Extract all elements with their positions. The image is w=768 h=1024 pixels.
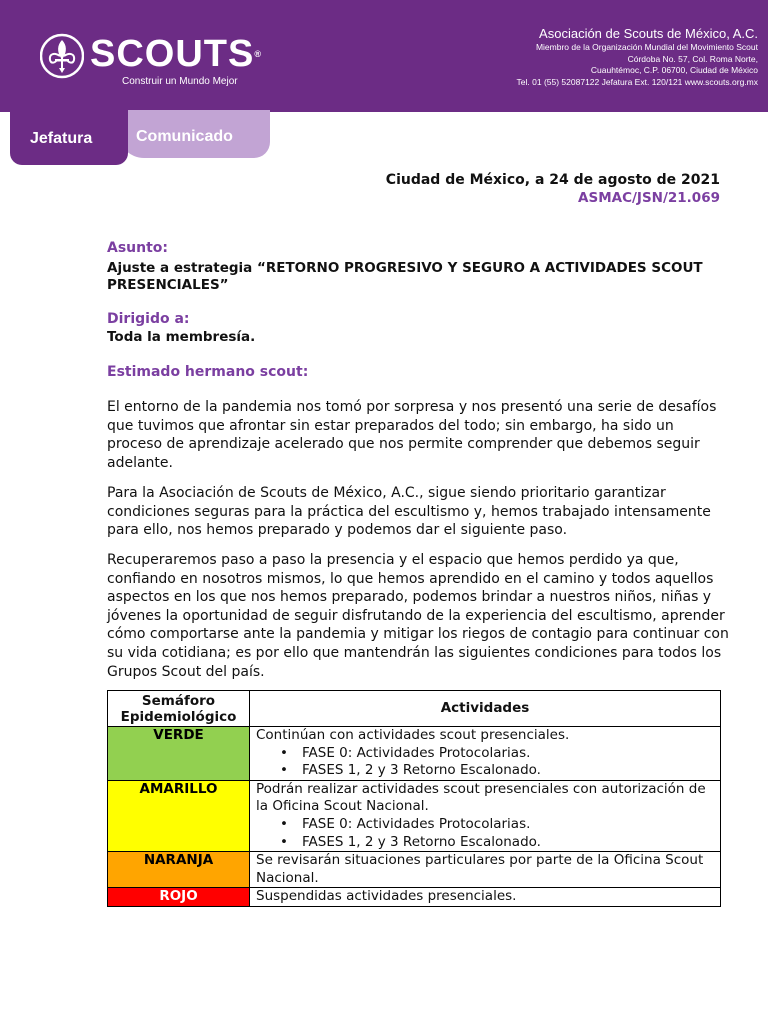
traffic-light-table [107, 690, 721, 907]
semaforo-level-cell: NARANJA [108, 852, 250, 888]
activity-cell [250, 727, 721, 781]
column-header-semaforo: Semáforo Epidemiológico [108, 691, 250, 727]
semaforo-level-cell: ROJO [108, 888, 250, 907]
table-row [108, 780, 721, 851]
letter-date: Ciudad de México, a 24 de agosto de 2021 [385, 172, 720, 188]
activity-cell [250, 852, 721, 888]
tab-comunicado: Comunicado [118, 110, 270, 158]
subject-value: Ajuste a estrategia “RETORNO PROGRESIVO Y SEGURO A ACTIVIDADES SCOUT PRESENCIALES” [107, 260, 703, 293]
phase-list-item: • FASE 0: Actividades Protocolarias. [280, 745, 720, 763]
org-line: Tel. 01 (55) 52087122 Jefatura Ext. 120/121 www.scouts.org.mx [516, 76, 758, 87]
activity-description: Suspendidas actividades presenciales. [256, 888, 517, 905]
table-row [108, 888, 721, 907]
org-name: Asociación de Scouts de México, A.C. [539, 26, 758, 41]
scouts-logo [36, 28, 262, 92]
phase-list-item: • FASES 1, 2 y 3 Retorno Escalonado. [280, 834, 720, 852]
semaforo-level-cell: VERDE [108, 727, 250, 781]
paragraph: El entorno de la pandemia nos tomó por sorpresa y nos presentó una serie de desafíos que tuvimos que afrontar sin estar preparados del todo; sin embargo, ha sido un proceso de aprendizaje acelerado que nos permite comprender que debemos seguir adelante. [107, 399, 717, 471]
addressed-label: Dirigido a: [107, 311, 190, 327]
activity-description: Podrán realizar actividades scout presenciales con autorización de la Oficina Scout Nacional. [256, 780, 706, 815]
column-header-actividades: Actividades [250, 691, 721, 727]
activity-description: Se revisarán situaciones particulares por parte de la Oficina Scout Nacional. [256, 852, 704, 886]
table-row [108, 852, 721, 888]
org-line: Córdoba No. 57, Col. Roma Norte, [627, 53, 758, 64]
letter-reference: ASMAC/JSN/21.069 [578, 190, 720, 206]
phase-list-item: • FASE 0: Actividades Protocolarias. [280, 816, 720, 834]
activity-description: Continúan con actividades scout presenciales. [256, 727, 570, 743]
subject-label: Asunto: [107, 240, 169, 256]
org-line: Miembro de la Organización Mundial del Movimiento Scout [535, 42, 758, 52]
paragraph: Recuperaremos paso a paso la presencia y el espacio que hemos perdido ya que, confiando en nosotros mismos, lo que hemos aprendido en el camino y todos aquellos aspectos en los que nos hemos preparado, podemos brindar a nuestros niños, niñas y jóvenes la oportunidad de seguir disfrutando de la experiencia del escultismo, aprender cómo comportarse ante la pandemia y mitigar los riegos de contagio para continuar con su vida cotidiana; es por ello que mantendrán las siguientes condiciones para todos los Grupos Scout del país. [107, 552, 729, 680]
organization-info [428, 26, 758, 88]
semaforo-level-cell: AMARILLO [108, 780, 250, 851]
activity-cell [250, 780, 721, 851]
letterhead [0, 0, 768, 112]
activity-cell [250, 888, 721, 907]
phase-list [256, 745, 720, 780]
tab-jefatura: Jefatura [10, 110, 128, 165]
org-line: Cuauhtémoc, C.P. 06700, Ciudad de México [590, 65, 758, 75]
greeting: Estimado hermano scout: [107, 364, 309, 380]
phase-list-item: • FASES 1, 2 y 3 Retorno Escalonado. [280, 762, 720, 780]
paragraph: Para la Asociación de Scouts de México, A.C., sigue siendo prioritario garantizar condiciones seguras para la práctica del escultismo y, hemos trabajado intensamente para ello, nos hemos preparado y podemos dar el siguiente paso. [107, 485, 711, 539]
logo-tagline: Construir un Mundo Mejor [122, 76, 238, 87]
logo-wordmark: SCOUTS® [90, 33, 262, 75]
table-row [108, 727, 721, 781]
fleur-de-lis-icon [40, 32, 84, 80]
table-header-row [108, 691, 721, 727]
phase-list [256, 816, 720, 851]
addressed-value: Toda la membresía. [107, 329, 256, 345]
